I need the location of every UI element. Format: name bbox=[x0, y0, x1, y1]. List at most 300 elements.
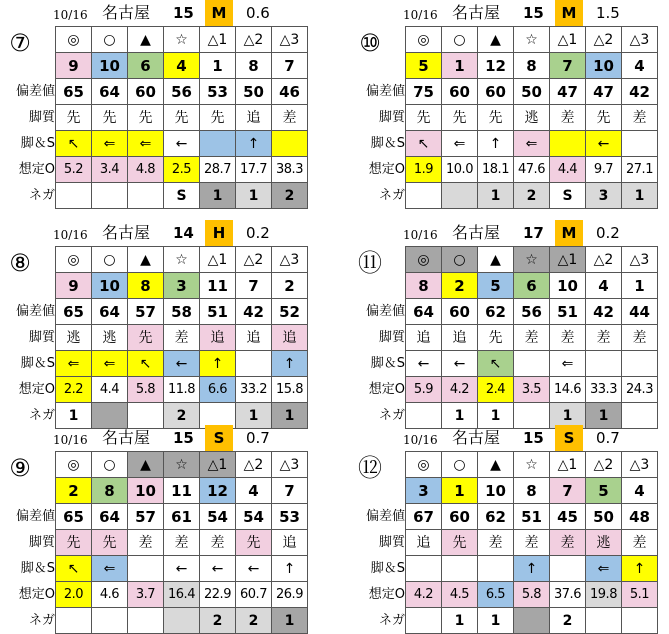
odds-cell: 5.9 bbox=[406, 377, 442, 403]
row-label-deviation: 偏差値 bbox=[15, 84, 55, 99]
negative-cell: 3 bbox=[586, 183, 622, 209]
leg-speed-cell: ↑ bbox=[478, 131, 514, 157]
race-number: ⑨ bbox=[9, 454, 31, 482]
deviation-cell: 47 bbox=[550, 79, 586, 105]
rank-mark: ○ bbox=[442, 27, 478, 53]
style-cell: 差 bbox=[164, 530, 200, 556]
horse-number: 1 bbox=[442, 478, 478, 504]
row-label-deviation: 偏差値 bbox=[15, 304, 55, 319]
cushion-value: 0.7 bbox=[596, 429, 620, 447]
rank-mark: ☆ bbox=[164, 452, 200, 478]
rank-mark: △2 bbox=[236, 247, 272, 273]
negative-cell: 1 bbox=[550, 403, 586, 429]
leg-speed-cell bbox=[406, 556, 442, 582]
odds-cell: 2.2 bbox=[56, 377, 92, 403]
leg-speed-cell: ↖ bbox=[478, 351, 514, 377]
deviation-cell: 51 bbox=[514, 504, 550, 530]
field-count: 17 bbox=[523, 224, 544, 242]
deviation-cell: 64 bbox=[92, 299, 128, 325]
negative-cell: 2 bbox=[272, 183, 308, 209]
odds-cell: 19.8 bbox=[586, 582, 622, 608]
style-cell: 差 bbox=[622, 105, 658, 131]
track-condition-badge: H bbox=[205, 220, 233, 246]
row-label-leg-speed: 脚＆S bbox=[20, 136, 55, 151]
deviation-cell: 53 bbox=[272, 504, 308, 530]
row-label-style: 脚質 bbox=[28, 330, 55, 345]
odds-cell: 6.5 bbox=[478, 582, 514, 608]
deviation-cell: 56 bbox=[164, 79, 200, 105]
deviation-cell: 60 bbox=[442, 504, 478, 530]
horse-number: 3 bbox=[164, 273, 200, 299]
race-date: 10/16 bbox=[53, 228, 88, 242]
style-cell: 差 bbox=[200, 530, 236, 556]
negative-cell bbox=[92, 608, 128, 634]
grid-row-style bbox=[406, 105, 658, 131]
grid-row-deviation bbox=[56, 299, 308, 325]
leg-speed-cell: ← bbox=[406, 351, 442, 377]
grid-row-negative bbox=[406, 608, 658, 634]
grid-row-odds bbox=[406, 377, 658, 403]
odds-cell: 2.0 bbox=[56, 582, 92, 608]
style-cell: 先 bbox=[406, 105, 442, 131]
grid-row-odds bbox=[406, 157, 658, 183]
leg-speed-cell: ⇐ bbox=[550, 351, 586, 377]
deviation-cell: 47 bbox=[586, 79, 622, 105]
row-label-leg-speed: 脚＆S bbox=[370, 561, 405, 576]
odds-cell: 4.8 bbox=[128, 157, 164, 183]
rank-mark: △1 bbox=[550, 452, 586, 478]
horse-number: 4 bbox=[586, 273, 622, 299]
style-cell: 追 bbox=[236, 325, 272, 351]
deviation-cell: 60 bbox=[478, 79, 514, 105]
deviation-cell: 42 bbox=[236, 299, 272, 325]
leg-speed-cell: ← bbox=[164, 351, 200, 377]
horse-number: 1 bbox=[442, 53, 478, 79]
grid-row-horses bbox=[56, 478, 308, 504]
odds-cell: 27.1 bbox=[622, 157, 658, 183]
rank-mark: ☆ bbox=[514, 452, 550, 478]
horse-number: 7 bbox=[236, 273, 272, 299]
rank-mark: ☆ bbox=[514, 247, 550, 273]
leg-speed-cell: ↑ bbox=[622, 556, 658, 582]
rank-mark: △3 bbox=[272, 452, 308, 478]
horse-number: 3 bbox=[406, 478, 442, 504]
row-label-odds: 想定O bbox=[18, 162, 55, 177]
leg-speed-cell: ⇐ bbox=[514, 131, 550, 157]
odds-cell: 33.3 bbox=[586, 377, 622, 403]
horse-number: 4 bbox=[622, 478, 658, 504]
leg-speed-cell: ↖ bbox=[406, 131, 442, 157]
odds-cell: 5.1 bbox=[622, 582, 658, 608]
row-label-leg-speed: 脚＆S bbox=[370, 136, 405, 151]
race-number: ⑪ bbox=[358, 249, 382, 277]
style-cell: 追 bbox=[442, 325, 478, 351]
grid-row-odds bbox=[56, 377, 308, 403]
deviation-cell: 60 bbox=[442, 79, 478, 105]
race-header bbox=[350, 425, 669, 451]
grid-row-ranks bbox=[406, 452, 658, 478]
rank-mark: ▲ bbox=[128, 27, 164, 53]
rank-mark: ◎ bbox=[56, 452, 92, 478]
horse-number: 4 bbox=[622, 53, 658, 79]
venue-name: 名古屋 bbox=[102, 428, 151, 447]
negative-cell: 2 bbox=[200, 608, 236, 634]
deviation-cell: 57 bbox=[128, 299, 164, 325]
race-date: 10/16 bbox=[53, 8, 88, 22]
negative-cell bbox=[128, 183, 164, 209]
cushion-value: 0.2 bbox=[246, 224, 270, 242]
track-condition-badge: M bbox=[205, 0, 233, 26]
style-cell: 差 bbox=[586, 325, 622, 351]
horse-number: 4 bbox=[236, 478, 272, 504]
odds-cell: 1.9 bbox=[406, 157, 442, 183]
negative-cell: S bbox=[550, 183, 586, 209]
negative-cell: 1 bbox=[272, 403, 308, 429]
row-label-style: 脚質 bbox=[28, 110, 55, 125]
horse-number: 7 bbox=[550, 53, 586, 79]
horse-number: 10 bbox=[550, 273, 586, 299]
field-count: 15 bbox=[523, 429, 544, 447]
track-condition-badge: M bbox=[555, 220, 583, 246]
rank-mark: ○ bbox=[92, 27, 128, 53]
rank-mark: △1 bbox=[200, 452, 236, 478]
deviation-cell: 48 bbox=[622, 504, 658, 530]
style-cell: 差 bbox=[550, 530, 586, 556]
leg-speed-cell: ⇐ bbox=[92, 131, 128, 157]
race-date: 10/16 bbox=[403, 228, 438, 242]
style-cell: 逃 bbox=[92, 325, 128, 351]
leg-speed-cell: ← bbox=[164, 131, 200, 157]
race-header bbox=[0, 0, 330, 26]
grid-row-style bbox=[56, 105, 308, 131]
grid-row-deviation bbox=[56, 79, 308, 105]
deviation-cell: 50 bbox=[586, 504, 622, 530]
row-label-negative: ネガ bbox=[378, 408, 405, 423]
horse-number: 10 bbox=[92, 53, 128, 79]
race-panel bbox=[0, 425, 330, 630]
horse-number: 2 bbox=[442, 273, 478, 299]
style-cell: 先 bbox=[478, 105, 514, 131]
rank-mark: ◎ bbox=[406, 452, 442, 478]
deviation-cell: 64 bbox=[92, 504, 128, 530]
deviation-cell: 56 bbox=[514, 299, 550, 325]
venue-name: 名古屋 bbox=[102, 3, 151, 22]
rank-mark: ○ bbox=[442, 247, 478, 273]
style-cell: 差 bbox=[272, 105, 308, 131]
leg-speed-cell: ← bbox=[236, 556, 272, 582]
rank-mark: ○ bbox=[442, 452, 478, 478]
rank-mark: ☆ bbox=[164, 27, 200, 53]
leg-speed-cell bbox=[622, 351, 658, 377]
style-cell: 逃 bbox=[56, 325, 92, 351]
horse-number: 4 bbox=[164, 53, 200, 79]
cushion-value: 0.2 bbox=[596, 224, 620, 242]
rank-mark: △3 bbox=[622, 452, 658, 478]
grid-row-horses bbox=[406, 273, 658, 299]
odds-cell: 15.8 bbox=[272, 377, 308, 403]
odds-cell: 4.2 bbox=[442, 377, 478, 403]
venue-name: 名古屋 bbox=[452, 223, 501, 242]
row-label-odds: 想定O bbox=[18, 587, 55, 602]
negative-cell: 1 bbox=[478, 608, 514, 634]
horse-number: 7 bbox=[550, 478, 586, 504]
leg-speed-cell bbox=[550, 131, 586, 157]
style-cell: 差 bbox=[514, 325, 550, 351]
horse-number: 11 bbox=[164, 478, 200, 504]
deviation-cell: 60 bbox=[128, 79, 164, 105]
deviation-cell: 44 bbox=[622, 299, 658, 325]
grid-row-horses bbox=[406, 53, 658, 79]
style-cell: 逃 bbox=[586, 530, 622, 556]
horse-number: 6 bbox=[128, 53, 164, 79]
odds-cell: 16.4 bbox=[164, 582, 200, 608]
style-cell: 追 bbox=[272, 325, 308, 351]
rank-mark: ▲ bbox=[478, 452, 514, 478]
race-grid bbox=[55, 26, 308, 209]
leg-speed-cell: ⇐ bbox=[56, 351, 92, 377]
grid-row-deviation bbox=[406, 299, 658, 325]
row-label-negative: ネガ bbox=[28, 613, 55, 628]
style-cell: 先 bbox=[442, 530, 478, 556]
style-cell: 先 bbox=[164, 105, 200, 131]
deviation-cell: 65 bbox=[56, 299, 92, 325]
race-number: ⑩ bbox=[359, 29, 381, 57]
grid-row-style bbox=[406, 530, 658, 556]
negative-cell bbox=[406, 608, 442, 634]
horse-number: 1 bbox=[622, 273, 658, 299]
horse-number: 8 bbox=[92, 478, 128, 504]
negative-cell: 2 bbox=[514, 183, 550, 209]
horse-number: 8 bbox=[514, 478, 550, 504]
grid-row-odds bbox=[406, 582, 658, 608]
style-cell: 差 bbox=[550, 105, 586, 131]
odds-cell: 22.9 bbox=[200, 582, 236, 608]
odds-cell: 11.8 bbox=[164, 377, 200, 403]
grid-row-ranks bbox=[56, 27, 308, 53]
rank-mark: ▲ bbox=[478, 247, 514, 273]
negative-cell bbox=[56, 183, 92, 209]
horse-number: 8 bbox=[128, 273, 164, 299]
odds-cell: 26.9 bbox=[272, 582, 308, 608]
style-cell: 先 bbox=[128, 105, 164, 131]
deviation-cell: 51 bbox=[200, 299, 236, 325]
style-cell: 先 bbox=[56, 105, 92, 131]
leg-speed-cell bbox=[442, 556, 478, 582]
horse-number: 10 bbox=[586, 53, 622, 79]
row-label-leg-speed: 脚＆S bbox=[20, 561, 55, 576]
grid-row-leg-speed bbox=[406, 131, 658, 157]
odds-cell: 17.7 bbox=[236, 157, 272, 183]
rank-mark: △2 bbox=[586, 247, 622, 273]
race-grid bbox=[55, 451, 308, 634]
odds-cell: 14.6 bbox=[550, 377, 586, 403]
leg-speed-cell bbox=[236, 351, 272, 377]
race-number: ⑦ bbox=[9, 29, 31, 57]
odds-cell: 60.7 bbox=[236, 582, 272, 608]
horse-number: 9 bbox=[56, 53, 92, 79]
deviation-cell: 67 bbox=[406, 504, 442, 530]
race-date: 10/16 bbox=[53, 433, 88, 447]
row-label-deviation: 偏差値 bbox=[365, 304, 405, 319]
negative-cell: 1 bbox=[236, 183, 272, 209]
odds-cell: 47.6 bbox=[514, 157, 550, 183]
style-cell: 差 bbox=[622, 530, 658, 556]
race-panel bbox=[350, 0, 669, 205]
leg-speed-cell: ← bbox=[164, 556, 200, 582]
rank-mark: ◎ bbox=[56, 27, 92, 53]
deviation-cell: 51 bbox=[550, 299, 586, 325]
row-label-style: 脚質 bbox=[378, 110, 405, 125]
field-count: 15 bbox=[173, 4, 194, 22]
race-date: 10/16 bbox=[403, 433, 438, 447]
rank-mark: △1 bbox=[200, 247, 236, 273]
deviation-cell: 46 bbox=[272, 79, 308, 105]
row-label-negative: ネガ bbox=[28, 408, 55, 423]
horse-number: 8 bbox=[406, 273, 442, 299]
horse-number: 10 bbox=[92, 273, 128, 299]
grid-row-horses bbox=[56, 273, 308, 299]
rank-mark: △3 bbox=[272, 27, 308, 53]
negative-cell: 1 bbox=[200, 183, 236, 209]
rank-mark: ☆ bbox=[514, 27, 550, 53]
negative-cell bbox=[514, 608, 550, 634]
deviation-cell: 50 bbox=[236, 79, 272, 105]
horse-number: 5 bbox=[586, 478, 622, 504]
leg-speed-cell: ↑ bbox=[272, 351, 308, 377]
style-cell: 差 bbox=[128, 530, 164, 556]
negative-cell: 2 bbox=[236, 608, 272, 634]
rank-mark: △2 bbox=[586, 452, 622, 478]
rank-mark: △3 bbox=[272, 247, 308, 273]
grid-row-leg-speed bbox=[406, 556, 658, 582]
row-label-style: 脚質 bbox=[378, 535, 405, 550]
odds-cell: 10.0 bbox=[442, 157, 478, 183]
deviation-cell: 75 bbox=[406, 79, 442, 105]
negative-cell bbox=[128, 608, 164, 634]
rank-mark: ○ bbox=[92, 452, 128, 478]
rank-mark: ◎ bbox=[56, 247, 92, 273]
odds-cell: 6.6 bbox=[200, 377, 236, 403]
horse-number: 8 bbox=[514, 53, 550, 79]
track-condition-badge: S bbox=[205, 425, 233, 451]
horse-number: 6 bbox=[514, 273, 550, 299]
row-label-negative: ネガ bbox=[378, 613, 405, 628]
deviation-cell: 53 bbox=[200, 79, 236, 105]
leg-speed-cell: ⇐ bbox=[92, 351, 128, 377]
race-grid bbox=[405, 246, 658, 429]
leg-speed-cell: ↖ bbox=[128, 351, 164, 377]
deviation-cell: 45 bbox=[550, 504, 586, 530]
style-cell: 追 bbox=[406, 530, 442, 556]
style-cell: 先 bbox=[236, 530, 272, 556]
odds-cell: 3.7 bbox=[128, 582, 164, 608]
race-grid bbox=[405, 26, 658, 209]
horse-number: 12 bbox=[478, 53, 514, 79]
style-cell: 追 bbox=[406, 325, 442, 351]
grid-row-deviation bbox=[56, 504, 308, 530]
grid-row-horses bbox=[56, 53, 308, 79]
negative-cell: 1 bbox=[442, 608, 478, 634]
venue-name: 名古屋 bbox=[102, 223, 151, 242]
row-label-deviation: 偏差値 bbox=[365, 509, 405, 524]
style-cell: 先 bbox=[200, 105, 236, 131]
horse-number: 7 bbox=[272, 53, 308, 79]
negative-cell: 1 bbox=[56, 403, 92, 429]
leg-speed-cell bbox=[478, 556, 514, 582]
cushion-value: 0.6 bbox=[246, 4, 270, 22]
rank-mark: △1 bbox=[200, 27, 236, 53]
deviation-cell: 52 bbox=[272, 299, 308, 325]
style-cell: 先 bbox=[56, 530, 92, 556]
race-date: 10/16 bbox=[403, 8, 438, 22]
race-panel bbox=[350, 220, 669, 425]
style-cell: 追 bbox=[272, 530, 308, 556]
grid-row-deviation bbox=[406, 79, 658, 105]
style-cell: 差 bbox=[478, 530, 514, 556]
odds-cell: 5.8 bbox=[128, 377, 164, 403]
grid-row-odds bbox=[56, 582, 308, 608]
race-panel bbox=[0, 0, 330, 205]
horse-number: 2 bbox=[56, 478, 92, 504]
deviation-cell: 62 bbox=[478, 504, 514, 530]
deviation-cell: 65 bbox=[56, 79, 92, 105]
race-header bbox=[350, 0, 669, 26]
track-condition-badge: M bbox=[555, 0, 583, 26]
row-label-odds: 想定O bbox=[368, 382, 405, 397]
negative-cell bbox=[586, 608, 622, 634]
row-label-leg-speed: 脚＆S bbox=[20, 356, 55, 371]
rank-mark: △1 bbox=[550, 247, 586, 273]
grid-row-ranks bbox=[406, 27, 658, 53]
odds-cell: 2.5 bbox=[164, 157, 200, 183]
leg-speed-cell: ↑ bbox=[236, 131, 272, 157]
style-cell: 差 bbox=[550, 325, 586, 351]
negative-cell: 1 bbox=[442, 403, 478, 429]
grid-row-ranks bbox=[56, 247, 308, 273]
race-grid bbox=[405, 451, 658, 634]
deviation-cell: 61 bbox=[164, 504, 200, 530]
deviation-cell: 54 bbox=[236, 504, 272, 530]
horse-number: 11 bbox=[200, 273, 236, 299]
cushion-value: 0.7 bbox=[246, 429, 270, 447]
rank-mark: ◎ bbox=[406, 247, 442, 273]
odds-cell: 9.7 bbox=[586, 157, 622, 183]
race-header bbox=[350, 220, 669, 246]
horse-number: 10 bbox=[478, 478, 514, 504]
style-cell: 追 bbox=[200, 325, 236, 351]
deviation-cell: 58 bbox=[164, 299, 200, 325]
leg-speed-cell bbox=[200, 131, 236, 157]
leg-speed-cell bbox=[514, 351, 550, 377]
leg-speed-cell: ⇐ bbox=[92, 556, 128, 582]
style-cell: 差 bbox=[514, 530, 550, 556]
odds-cell: 5.2 bbox=[56, 157, 92, 183]
horse-number: 10 bbox=[128, 478, 164, 504]
horse-number: 12 bbox=[200, 478, 236, 504]
negative-cell: 2 bbox=[164, 403, 200, 429]
grid-row-odds bbox=[56, 157, 308, 183]
row-label-negative: ネガ bbox=[28, 188, 55, 203]
row-label-odds: 想定O bbox=[368, 162, 405, 177]
odds-cell: 3.4 bbox=[92, 157, 128, 183]
field-count: 15 bbox=[173, 429, 194, 447]
deviation-cell: 64 bbox=[406, 299, 442, 325]
leg-speed-cell: ↖ bbox=[56, 131, 92, 157]
style-cell: 逃 bbox=[514, 105, 550, 131]
rank-mark: △2 bbox=[236, 452, 272, 478]
deviation-cell: 54 bbox=[200, 504, 236, 530]
odds-cell: 33.2 bbox=[236, 377, 272, 403]
